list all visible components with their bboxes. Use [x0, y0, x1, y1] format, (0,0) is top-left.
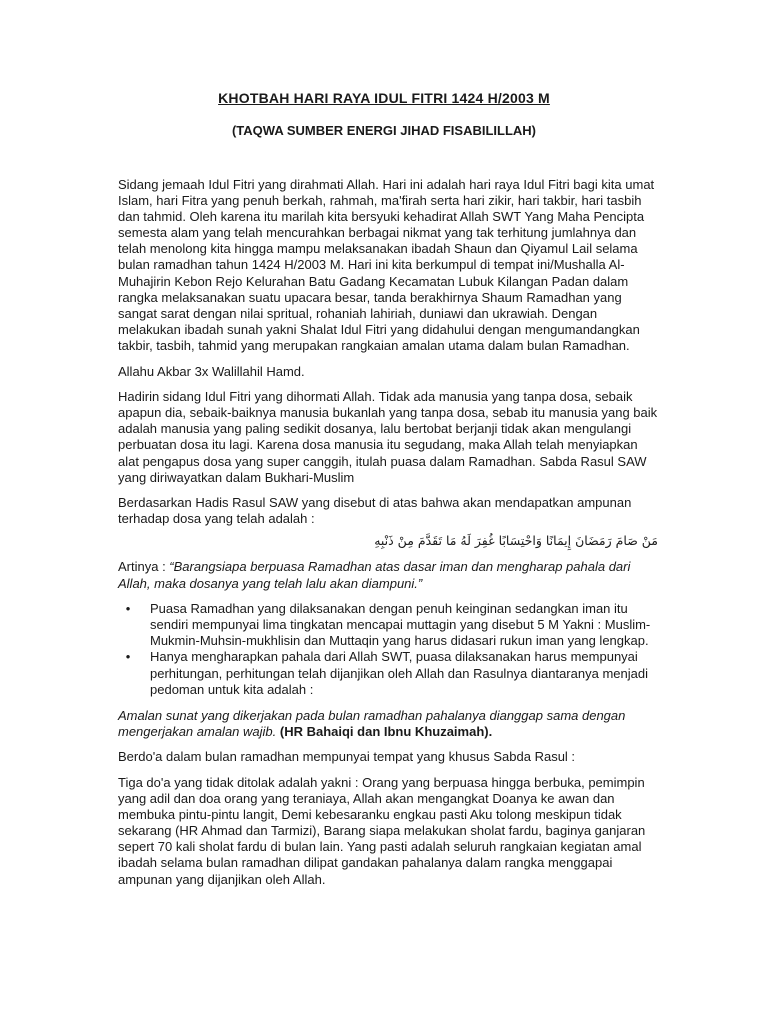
bullet-icon: •	[125, 601, 131, 617]
paragraph-quote	[118, 708, 658, 740]
list-item-text: Puasa Ramadhan yang dilaksanakan dengan penuh keinginan sedangkan iman itu sendiri mempunyai lima tingkatan mencapai muttagin yang disebut 5 M Yakni : Muslim-Mukmin-Muhsin-mukhlisin dan Muttaqin yang harus didasari rukun iman yang lengkap.	[150, 601, 651, 649]
quote-text: Amalan sunat yang dikerjakan pada bulan ramadhan pahalanya dianggap sama dengan mengerjakan amalan wajib.	[118, 707, 626, 739]
document-body	[118, 177, 658, 897]
paragraph-takbir: Allahu Akbar 3x Walillahil Hamd.	[118, 363, 305, 379]
list-item	[125, 601, 658, 649]
arabic-hadith: مَنْ صَامَ رَمَضَانَ إِيمَانًا وَاحْتِسَابًا غُفِرَ لَهُ مَا تَقَدَّمَ مِنْ ذَنْبِهِ	[374, 533, 658, 549]
paragraph-opening: Sidang jemaah Idul Fitri yang dirahmati Allah. Hari ini adalah hari raya Idul Fitri bagi kita umat Islam, hari Fitra yang penuh berkah, rahmah, ma'firah serta hari zikir, hari takbir, hari tasbih dan tahmid. Oleh karena itu marilah kita bersyuki kehadirat Allah SWT Yang Maha Pencipta semesta alam yang telah mencurahkan berbagai nikmat yang tak terhitung jumlahnya dan telah menolong kita hingga mampu melaksanakan ibadah Shaun dan Qiyamul Lail selama bulan ramadhan tahun 1424 H/2003 M. Hari ini kita berkumpul di tempat ini/Mushalla Al-Muhajirin Kebon Rejo Kelurahan Batu Gadang Kecamatan Lubuk Kilangan Padan dalam rangka melaksanakan suatu upacara besar, tanda berakhirnya Shaum Ramadhan yang sangat sarat dengan nilai spritual, rohaniah lahiriah, duniawi dan ukrawiah. Dengan melakukan ibadah sunah yakni Shalat Idul Fitri yang didahului dengan mengumandangkan takbir, tasbih, tahmid yang merupakan rangkaian amalan utama dalam bulan Ramadhan.	[118, 177, 655, 353]
bullet-icon: •	[125, 649, 131, 665]
paragraph-translation	[118, 559, 658, 591]
paragraph-hadith-intro: Berdasarkan Hadis Rasul SAW yang disebut di atas bahwa akan mendapatkan ampunan terhadap dosa yang telah adalah :	[118, 495, 632, 527]
translation-text: “Barangsiapa berpuasa Ramadhan atas dasar iman dan mengharap pahala dari Allah, maka dosanya yang telah lalu akan diampuni.”	[118, 559, 631, 591]
document-title: KHOTBAH HARI RAYA IDUL FITRI 1424 H/2003 M	[218, 90, 550, 106]
paragraph-sins: Hadirin sidang Idul Fitri yang dihormati Allah. Tidak ada manusia yang tanpa dosa, sebaik apapun dia, sebaik-baiknya manusia bukanlah yang tanpa dosa, sebab itu manusia yang baik adalah manusia yang paling sedikit dosanya, lalu bertobat berjanji tidak akan mengulangi perbuatan dosa itu lagi. Karena dosa manusia itu segudang, maka Allah telah menyiapkan alat pengapus dosa yang super canggih, itulah puasa dalam Ramadhan. Sabda Rasul SAW yang diriwayatkan dalam Bukhari-Muslim	[118, 389, 658, 485]
bullet-list	[118, 601, 658, 698]
document-subtitle: (TAQWA SUMBER ENERGI JIHAD FISABILILLAH)	[231, 123, 537, 138]
list-item	[125, 649, 658, 697]
paragraph-prayers: Tiga do'a yang tidak ditolak adalah yakni : Orang yang berpuasa hingga berbuka, pemimpin yang adil dan doa orang yang teraniaya, Allah akan mengangkat Doanya ke awan dan membuka pintu-pintu langit, Demi kebesaranku engkau pasti Aku tolong meskipun tidak sekarang (HR Ahmad dan Tarmizi), Barang siapa melakukan sholat fardu, baginya ganjaran sepert 70 kali sholat fardu di bulan lain. Yang pasti adalah seluruh rangkaian kegiatan amal ibadah selama bulan ramadhan dilipat gandakan pahalanya dalam rangka menggapai ampunan yang dijanjikan oleh Allah.	[118, 775, 646, 887]
quote-source: (HR Bahaiqi dan Ibnu Khuzaimah).	[276, 723, 493, 739]
translation-label: Artinya :	[118, 559, 170, 575]
paragraph-prayer-intro: Berdo'a dalam bulan ramadhan mempunyai tempat yang khusus Sabda Rasul :	[118, 749, 576, 765]
list-item-text: Hanya mengharapkan pahala dari Allah SWT, puasa dilaksanakan harus mempunyai perhitungan, perhitungan telah dijanjikan oleh Allah dan Rasulnya diantaranya menjadi pedoman untuk kita adalah :	[150, 649, 648, 697]
